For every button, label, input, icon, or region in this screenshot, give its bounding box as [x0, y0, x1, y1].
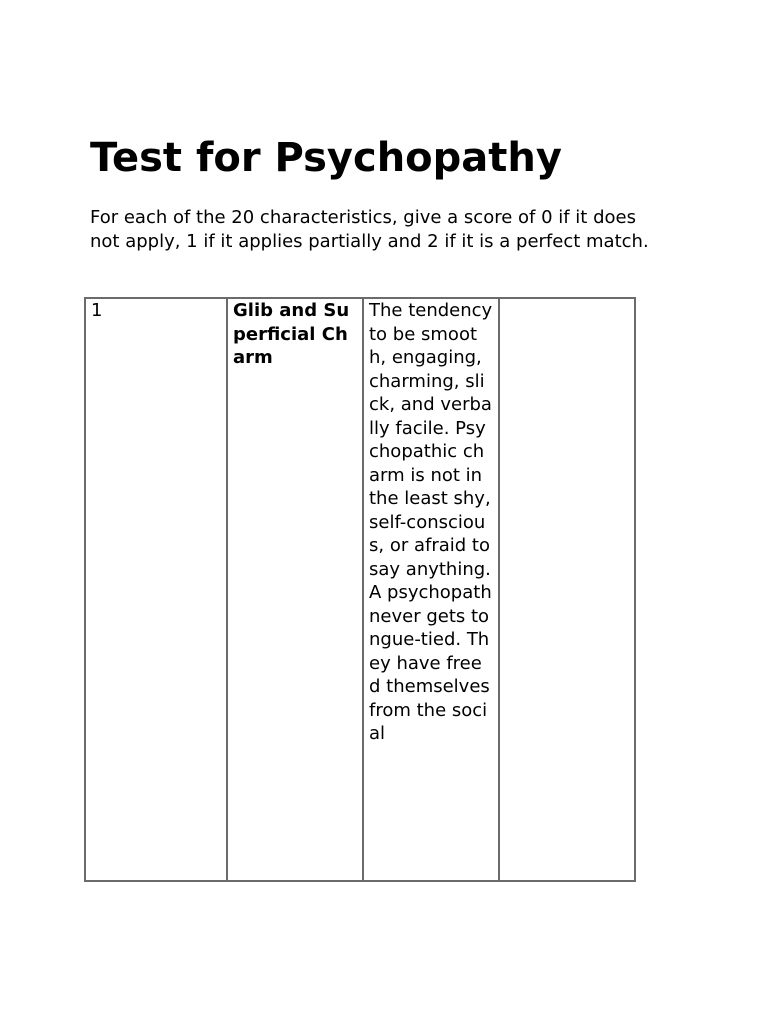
table-row: [85, 298, 635, 881]
characteristics-table: [84, 297, 636, 882]
trait-name-cell: Glib and Superficial Charm: [227, 298, 363, 881]
trait-description-cell: The tendency to be smooth, engaging, charming, slick, and verbally facile. Psychopathic charm is not in the least shy, self-conscious, or afraid to say anything. A psychopath never gets tongue-tied. They have freed themselves from the social: [363, 298, 499, 881]
score-cell[interactable]: [499, 298, 635, 881]
page-title: Test for Psychopathy: [90, 135, 562, 181]
intro-paragraph: For each of the 20 characteristics, give a score of 0 if it does not apply, 1 if it applies partially and 2 if it is a perfect match.: [90, 207, 649, 252]
trait-number-cell: 1: [85, 298, 227, 881]
